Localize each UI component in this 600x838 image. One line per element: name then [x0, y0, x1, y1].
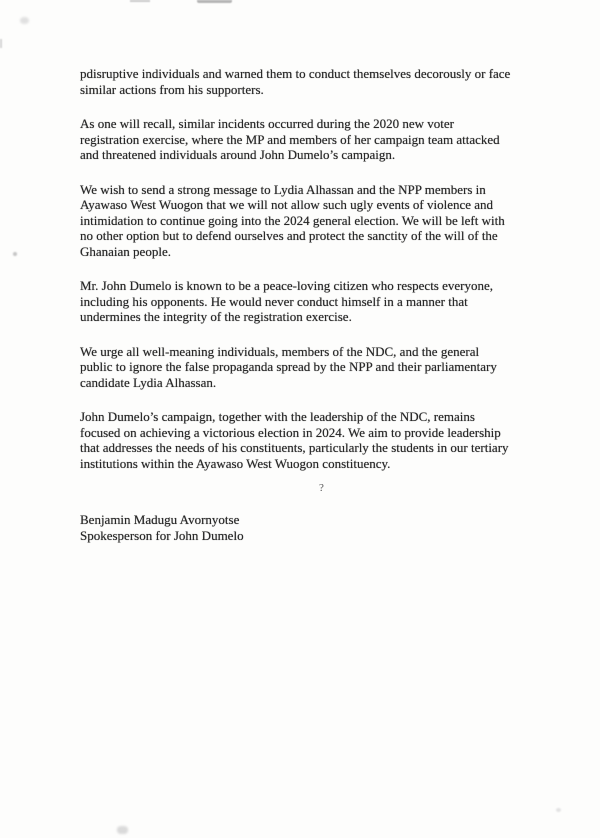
text-line: undermines the integrity of the registration exercise.: [80, 309, 352, 324]
text-line: Mr. John Dumelo is known to be a peace-loving citizen who respects everyone,: [80, 278, 493, 293]
text-line: We wish to send a strong message to Lydia Alhassan and the NPP members in: [80, 181, 486, 197]
scan-smudge: [0, 39, 2, 48]
text-line: intimidation to continue going into the 2024 general election. We will be left with: [80, 212, 505, 228]
text-line: including his opponents. He would never conduct himself in a manner that: [80, 293, 468, 309]
signature-block: [80, 512, 244, 543]
paragraph: [80, 344, 570, 391]
text-line: candidate Lydia Alhassan.: [80, 374, 217, 390]
scan-smudge: [117, 826, 128, 834]
text-line: that addresses the needs of his constituents, particularly the students in our tertiary: [80, 440, 509, 455]
text-line: Ayawaso West Wuogon that we will not allow such ugly events of violence and: [80, 197, 494, 212]
text-line: registration exercise, where the MP and members of her campaign team attacked: [80, 131, 500, 147]
signature-name: Benjamin Madugu Avornyotse: [80, 512, 240, 527]
text-line: institutions within the Ayawaso West Wuogon constituency.: [80, 455, 391, 471]
paragraph: [80, 116, 570, 163]
text-line: focused on achieving a victorious election in 2024. We aim to provide leadership: [80, 424, 501, 440]
paragraph: [80, 409, 570, 471]
text-line: similar actions from his supporters.: [80, 81, 264, 97]
scan-artifact-mark: ?: [319, 482, 324, 494]
paragraph: [80, 182, 570, 260]
text-line: Ghanaian people.: [80, 243, 171, 259]
text-line: As one will recall, similar incidents occurred during the 2020 new voter: [80, 116, 455, 131]
letter-body: [80, 66, 570, 490]
scan-smudge: [20, 17, 29, 24]
text-line: pdisruptive individuals and warned them to conduct themselves decorously or face: [80, 66, 511, 81]
paragraph: [80, 66, 570, 97]
scan-smudge: [556, 808, 561, 812]
text-line: public to ignore the false propaganda spread by the NPP and their parliamentary: [80, 359, 497, 374]
scan-smudge: [13, 252, 17, 256]
signature-title: Spokesperson for John Dumelo: [80, 527, 244, 543]
text-line: no other option but to defend ourselves and protect the sanctity of the will of the: [80, 228, 498, 243]
paragraph: [80, 278, 570, 325]
text-line: John Dumelo’s campaign, together with the leadership of the NDC, remains: [80, 409, 475, 424]
scan-smudge: [197, 0, 232, 3]
text-line: and threatened individuals around John Dumelo’s campaign.: [80, 147, 396, 162]
scan-smudge: [130, 0, 150, 2]
text-line: We urge all well-meaning individuals, members of the NDC, and the general: [80, 343, 480, 359]
